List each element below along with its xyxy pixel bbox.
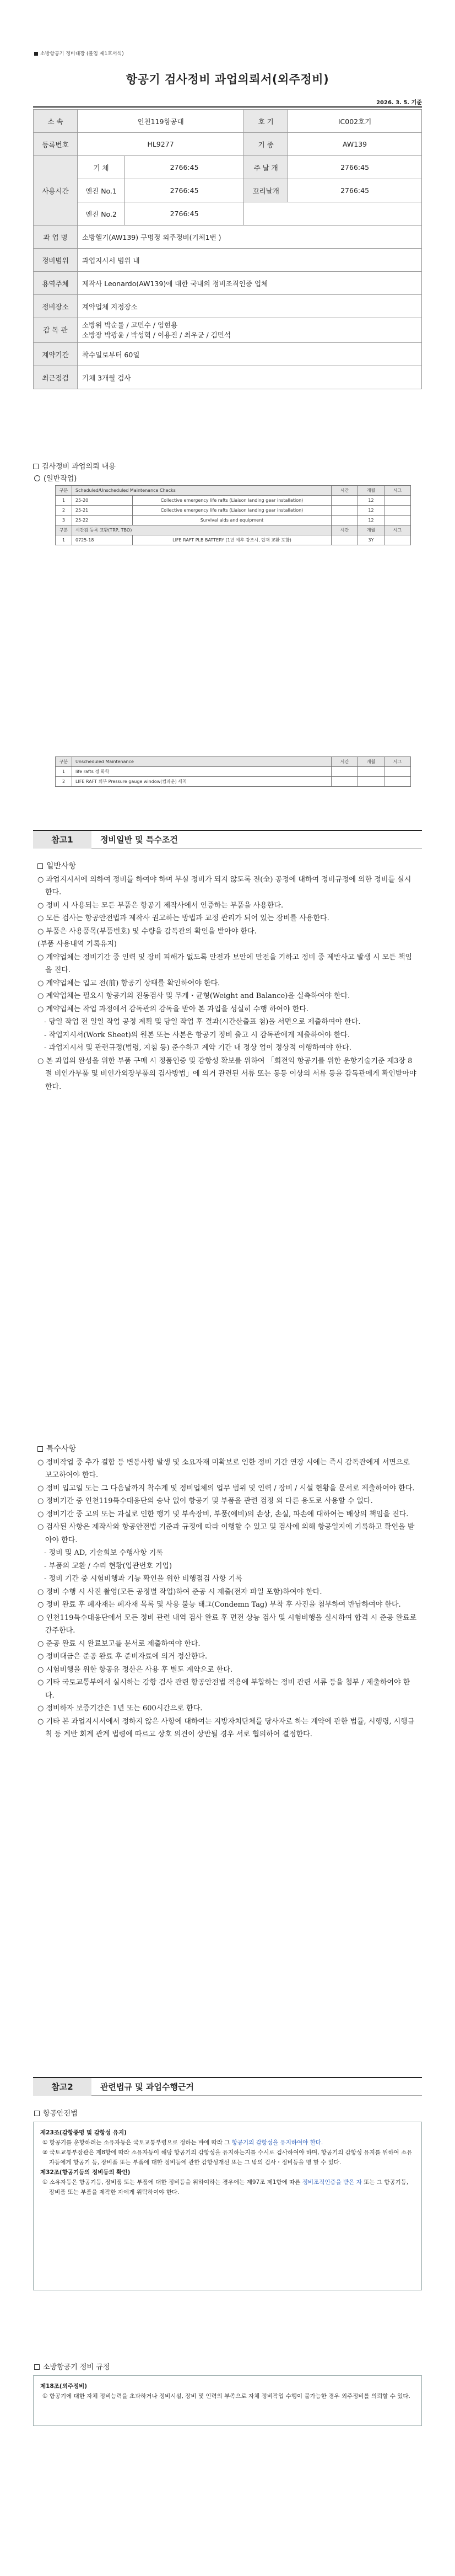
period-label: 계약기간: [34, 343, 78, 366]
law1-heading: 항공안전법: [34, 2107, 78, 2118]
section-tag: 참고1: [33, 831, 91, 849]
table-row: [56, 777, 411, 787]
list-item: ○ 과업지시서에 의하여 정비를 하여야 하며 부실 정비가 되지 않도록 전(全) 공정에 대하여 정비규정에 의한 정비를 실시 한다.: [37, 875, 411, 897]
affiliation-label: 소 속: [34, 110, 78, 133]
table-row: [56, 767, 411, 777]
list-item: ○ 인천119특수대응단에서 모든 정비 관련 내역 검사 완료 후 면전 상능 검사 및 시험비행을 실시하여 합격 시 준공 완료로 간주한다.: [37, 1613, 417, 1635]
empty-cell: [244, 202, 422, 226]
place-value: 계약업체 지정장소: [78, 295, 422, 318]
table-header-row: [56, 486, 411, 496]
law-article: 제23조(감항증명 및 감항성 유지): [40, 2129, 127, 2136]
list-item: ○ 검사된 사항은 제작사와 항공안전법 기준과 규정에 따라 이행할 수 있고 및 검사에 의해 항공일지에 기록하고 확인을 받아야 한다.: [37, 1523, 415, 1544]
checkbox-icon: [33, 464, 39, 469]
table-cell: [384, 777, 411, 787]
law2-heading: 소방항공기 정비 규정: [34, 2361, 110, 2371]
col-header: 시그: [384, 486, 411, 496]
eng2-label: 엔진 No.2: [78, 202, 125, 226]
section-heading-1: [33, 830, 422, 849]
table-cell: 1: [56, 535, 72, 545]
page-title: 항공기 검사정비 과업의뢰서(외주정비): [126, 73, 329, 86]
table-cell: 25-22: [72, 516, 133, 525]
type-label: 기 종: [244, 133, 288, 156]
supervisor-line-1: 소방위 박순률 / 고민수 / 임현용: [82, 321, 178, 329]
list-item: ○ 정비하자 보증기간은 1년 또는 600시간으로 한다.: [37, 1704, 203, 1713]
list-item: ○ 정비 수행 시 사진 촬영(모든 공정별 작업)하여 준공 시 제출(전자 파일 포함)하여야 한다.: [37, 1587, 322, 1596]
table-cell: [384, 535, 411, 545]
list-item: - 작업지시서(Work Sheet)의 원본 또는 사본은 항공기 정비 출고 시 감독관에게 제출하여야 한다.: [44, 1031, 350, 1039]
airframe-value: 2766:45: [125, 156, 244, 179]
col-header: 시그: [384, 525, 411, 535]
list-item: - 정비 기간 중 시험비행과 기능 확인을 위한 비행점검 사항 기록: [44, 1575, 242, 1583]
table-cell: 12: [358, 516, 384, 525]
law-item: ① 항공기에 대한 자체 정비능력을 초과하거나 정비시설, 장비 및 인력의 부족으로 자체 정비작업 수행이 불가능한 경우 외주정비를 의뢰할 수 있다.: [42, 2393, 410, 2400]
law1-box: [33, 2122, 422, 2290]
law-item: ② 국토교통부장관은 제8항에 따라 소유자등이 해당 항공기의 감항성을 유지하는지를 수시로 검사하여야 하며, 항공기의 감항성 유지를 위하여 소유자등에게 항공기 등, 장비품 또는 부품에 대한 정비등에 관한 감항성개선 또는 그 밖의 검사・정비등을 명 할 수 있다.: [42, 2149, 413, 2166]
maintenance-table-2: [55, 756, 411, 787]
list-item: ○ 정비 완료 후 폐자재는 폐자재 목록 및 사용 불능 태그(Condemn Tag) 부착 후 사진을 첨부하여 반납하여야 한다.: [37, 1601, 401, 1609]
title-divider: [33, 106, 422, 108]
law-article: 제32조(항공기등의 정비등의 확인): [40, 2169, 131, 2176]
list-item: ○ 부품은 사용품목(부품번호) 및 수량을 감독관의 확인을 받아야 한다.: [37, 927, 257, 936]
section-title: 정비일반 및 특수조건: [100, 835, 178, 845]
table-cell: 1: [56, 767, 72, 777]
eng1-label: 엔진 No.1: [78, 179, 125, 202]
section-heading-2: [33, 2077, 422, 2096]
table-row: [56, 535, 411, 545]
col-header: Unscheduled Maintenance: [72, 757, 332, 767]
table-cell: [384, 506, 411, 516]
list-item: ○ 모든 검사는 항공안전법과 제작사 권고하는 방법과 교정 관리가 되어 있는 장비를 사용한다.: [37, 914, 329, 922]
list-item: ○ 정비작업 중 추가 결함 등 변동사항 발생 및 소요자재 미확보로 인한 정비 기간 연장 시에는 즉시 감독관에게 서면으로 보고하여야 한다.: [37, 1458, 410, 1479]
vendor-value: 제작사 Leonardo(AW139)에 대한 국내의 정비조직인증 업체: [78, 272, 422, 295]
table-row: [56, 506, 411, 516]
table-cell: [358, 767, 384, 777]
supervisor-value: [78, 318, 422, 343]
general-heading: 일반사항: [37, 860, 418, 873]
info-table: [33, 109, 422, 389]
reg-value: HL9277: [78, 133, 244, 156]
interval-label: 최근점검: [34, 366, 78, 389]
table-cell: LIFE RAFT PLB BATTERY (1년 예후 강조시, 탑재 교환 포함): [133, 535, 332, 545]
table-cell: 2: [56, 777, 72, 787]
col-header: 개월: [358, 525, 384, 535]
table-cell: LIFE RAFT 외부 Pressure gauge window(컴파운) 세척: [72, 777, 332, 787]
list-item: ○ 본 과업의 완성을 위한 부품 구매 시 정품인증 및 감항성 확보를 위하여 「회전익 항공기를 위한 운항기술기준 제3장 8절 비인가부품 및 비인가외장부품의 검사방법」에 의거 관련된 서류 또는 동등 이상의 서류 등을 감독관에게 확인받아야 한다.: [37, 1056, 416, 1091]
supervisor-line-2: 소방장 박광윤 / 박성혁 / 이용진 / 최우균 / 김민석: [82, 331, 231, 339]
list-item: ○ 준공 완료 시 완료보고를 문서로 제출하여야 한다.: [37, 1639, 201, 1648]
items-heading: 검사정비 과업의뢰 내용: [33, 460, 116, 471]
table-cell: 3: [56, 516, 72, 525]
scope-label: 정비범위: [34, 249, 78, 272]
list-item: - 부품의 교환 / 수리 현황(입관번호 기입): [44, 1561, 172, 1570]
eng1-value: 2766:45: [125, 179, 244, 202]
section-tag: 참고2: [33, 2078, 91, 2096]
col-header: 구분: [56, 486, 72, 496]
table-cell: 3Y: [358, 535, 384, 545]
table-cell: [332, 506, 358, 516]
law2-box: [33, 2375, 422, 2426]
interval-value: 기체 3개월 검사: [78, 366, 422, 389]
eng2-value: 2766:45: [125, 202, 244, 226]
list-item: ○ 계약업체는 입고 전(前) 항공기 상태를 확인하여야 한다.: [37, 979, 220, 988]
checkbox-icon: [37, 1446, 43, 1452]
place-label: 정비장소: [34, 295, 78, 318]
list-item: (부품 사용내역 기록유지): [37, 940, 117, 948]
list-item: - 당일 작업 전 일일 작업 공정 계획 및 당일 작업 후 결과(시간산출표 첨)을 서면으로 제출하여야 한다.: [44, 1018, 361, 1026]
special-section: [37, 1443, 418, 1741]
list-item: ○ 계약업체는 정비기간 중 인력 및 장비 피해가 없도록 안전과 보안에 만전을 기하고 정비 중 제반사고 발생 시 모든 책임을 진다.: [37, 953, 413, 974]
square-bullet-icon: [34, 52, 38, 56]
table-cell: 0725-18: [72, 535, 133, 545]
checkbox-icon: [34, 2364, 40, 2370]
special-heading: 특수사항: [37, 1443, 418, 1456]
general-section: [37, 860, 418, 1093]
table-cell: 25-21: [72, 506, 133, 516]
task-label: 과 업 명: [34, 226, 78, 249]
col-header: 시간검 등록 교환(TRP, TBO): [72, 525, 332, 535]
law-item: ① 항공기를 운항하려는 소유자등은 국토교통부령으로 정하는 바에 따라 그 항공기의 감항성을 유지하여야 한다.: [42, 2139, 323, 2146]
period-value: 착수일로부터 60일: [78, 343, 422, 366]
table-cell: 25-20: [72, 496, 133, 506]
vendor-label: 용역주체: [34, 272, 78, 295]
table-cell: [384, 496, 411, 506]
highlight-text: 정비조직인증을 받은 자: [302, 2179, 362, 2186]
col-header: 시그: [384, 757, 411, 767]
col-header: 구분: [56, 525, 72, 535]
table-subheader-row: [56, 525, 411, 535]
list-item: ○ 계약업체는 작업 과정에서 감독관의 감독을 받아 본 과업을 성실히 수행 하여야 한다.: [37, 1005, 309, 1013]
table-cell: [332, 496, 358, 506]
table-cell: [332, 767, 358, 777]
general-work-heading: (일반작업): [34, 473, 77, 483]
scope-value: 과업지시서 범위 내: [78, 249, 422, 272]
maintenance-table-1: [55, 485, 411, 545]
table-header-row: [56, 757, 411, 767]
list-item: ○ 정비기간 중 인천119특수대응단의 승낙 없이 항공기 및 부품을 관련 검정 외 다른 용도로 사용할 수 없다.: [37, 1497, 373, 1505]
affiliation-value: 인천119항공대: [78, 110, 244, 133]
type-value: AW139: [288, 133, 422, 156]
highlight-text: 항공기의 감항성을 유지하여야 한다.: [231, 2139, 323, 2146]
checkbox-icon: [34, 2111, 40, 2116]
law-item: ① 소유자등은 항공기등, 장비품 또는 부품에 대한 정비등을 위하여하는 경우에는 제97조 제1항에 따른 정비조직인증을 받은 자 또는 그 항공기등, 장비품 또는 부품을 제작한 자에게 위탁하여야 한다.: [42, 2179, 409, 2196]
list-item: ○ 계약업체는 필요시 항공기의 진동검사 및 무게・균형(Weight and Balance)을 실측하여야 한다.: [37, 992, 350, 1000]
list-item: - 정비 및 AD, 기술회보 수행사항 기록: [44, 1549, 163, 1557]
table-row: [56, 496, 411, 506]
airframe-label: 기 체: [78, 156, 125, 179]
table-cell: [358, 777, 384, 787]
col-header: 개월: [358, 486, 384, 496]
main-rotor-value: 2766:45: [288, 156, 422, 179]
circle-bullet-icon: [34, 475, 40, 481]
table-cell: [332, 777, 358, 787]
table-cell: Collective emergency life rafts (Liaison landing gear installation): [133, 496, 332, 506]
table-cell: Collective emergency life rafts (Liaison landing gear installation): [133, 506, 332, 516]
list-item: - 과업지시서 및 관련규정(법령, 지침 등) 준수하고 계약 기간 내 정상 업이 정상적 이행하여야 한다.: [44, 1044, 351, 1052]
table-cell: 12: [358, 496, 384, 506]
table-cell: Survival aids and equipment: [133, 516, 332, 525]
table-cell: [332, 535, 358, 545]
col-header: Scheduled/Unscheduled Maintenance Checks: [72, 486, 332, 496]
col-header: 시간: [332, 757, 358, 767]
section-title: 관련법규 및 과업수행근거: [100, 2082, 194, 2092]
table-cell: life rafts 정 화학: [72, 767, 332, 777]
hours-label: 사용시간: [34, 156, 78, 226]
document-form-label: 소방항공기 정비대장 (불임 제1호서식): [34, 50, 124, 57]
table-cell: [384, 767, 411, 777]
table-cell: [332, 516, 358, 525]
list-item: ○ 정비기간 중 고의 또는 과실로 인한 행기 및 부속장비, 부품(예비)의 손상, 손실, 파손에 대하여는 배상의 책임을 진다.: [37, 1510, 409, 1518]
col-header: 구분: [56, 757, 72, 767]
list-item: ○ 시험비행을 위한 항공유 정산은 사용 후 별도 계약으로 한다.: [37, 1665, 233, 1674]
supervisor-label: 감 독 관: [34, 318, 78, 343]
law-article: 제18조(외주정비): [40, 2383, 88, 2390]
reg-label: 등록번호: [34, 133, 78, 156]
callsign-label: 호 기: [244, 110, 288, 133]
table-cell: 12: [358, 506, 384, 516]
tail-rotor-label: 꼬리날개: [244, 179, 288, 202]
table-row: [56, 516, 411, 525]
date-stamp: 2026. 3. 5. 기준: [376, 100, 422, 106]
list-item: ○ 기타 본 과업지시서에서 정하지 않은 사항에 대하여는 지방자치단체를 당사자로 하는 계약에 관한 법률, 시행령, 시행규칙 등 계반 회계 관계 법령에 따르고 상호 의견이 상반될 경우 서로 협의하여 결정한다.: [37, 1717, 415, 1738]
col-header: 시간: [332, 525, 358, 535]
task-value: 소방헬기(AW139) 구명정 외주정비(기체1번 ): [78, 226, 422, 249]
checkbox-icon: [37, 863, 43, 869]
main-rotor-label: 주 날 개: [244, 156, 288, 179]
col-header: 개월: [358, 757, 384, 767]
col-header: 시간: [332, 486, 358, 496]
table-cell: [384, 516, 411, 525]
callsign-value: IC002호기: [288, 110, 422, 133]
table-cell: 2: [56, 506, 72, 516]
tail-rotor-value: 2766:45: [288, 179, 422, 202]
list-item: ○ 기타 국토교통부에서 실시하는 감항 검사 관련 항공안전법 적용에 부합하는 정비 관련 서류 등을 첨부 / 제출하여야 한다.: [37, 1678, 410, 1700]
list-item: ○ 정비 시 사용되는 모든 부품은 항공기 제작사에서 인증하는 부품을 사용한다.: [37, 901, 284, 910]
list-item: ○ 정비 입고일 또는 그 다음날까지 착수계 및 정비업체의 업무 범위 및 인력 / 장비 / 시설 현황을 문서로 제출하여야 한다.: [37, 1484, 415, 1493]
table-cell: 1: [56, 496, 72, 506]
list-item: ○ 정비대금은 준공 완료 후 준비자료에 의거 정산한다.: [37, 1652, 208, 1661]
